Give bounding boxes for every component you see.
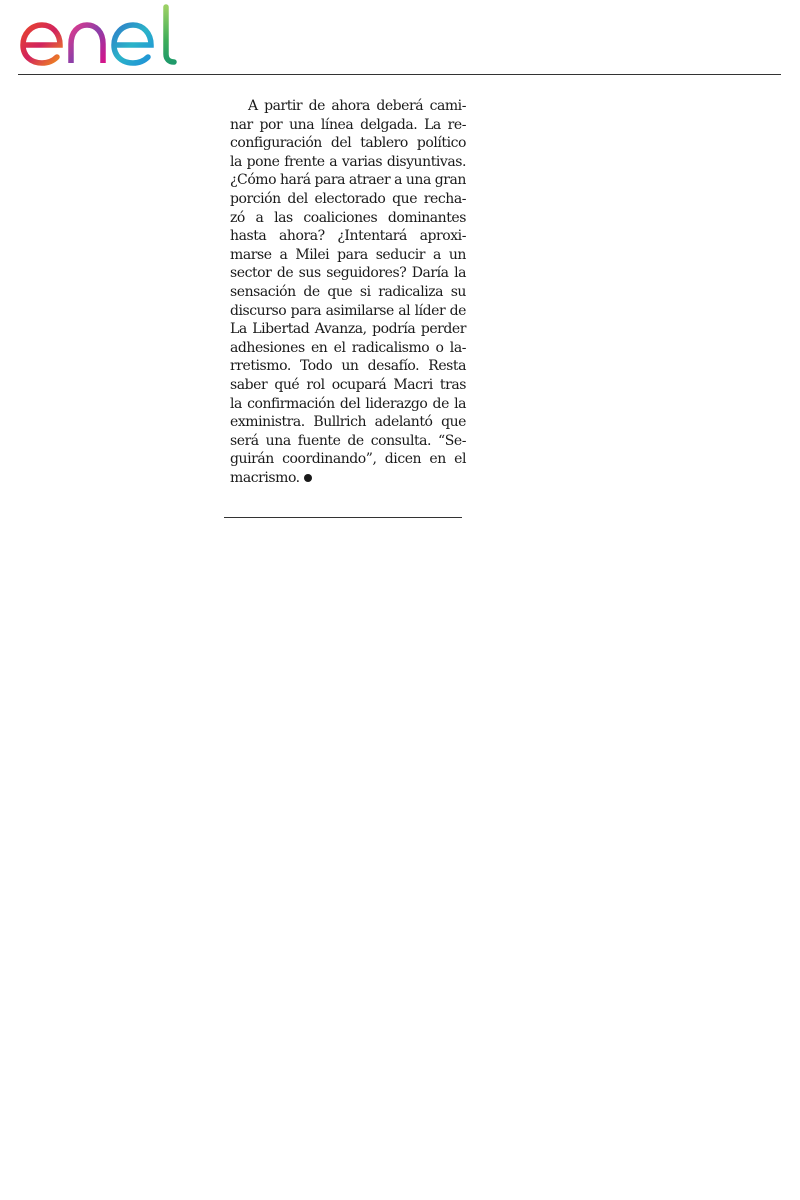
article-line: A partir de ahora deberá cami- <box>248 98 466 114</box>
article-line: la confirmación del liderazgo de la <box>230 395 466 412</box>
article-line: discurso para asimilarse al líder de <box>230 302 466 319</box>
article-last-line <box>230 469 466 488</box>
article-line: marse a Milei para seducir a un <box>230 246 466 263</box>
enel-logo <box>16 4 186 68</box>
article-line: nar por una línea delgada. La re- <box>230 116 466 133</box>
article-line: exministra. Bullrich adelantó que <box>230 414 466 431</box>
header-divider <box>18 74 781 75</box>
article-line: La Libertad Avanza, podría perder <box>230 321 466 338</box>
column-end-divider <box>224 517 462 518</box>
article-line: saber qué rol ocupará Macri tras <box>230 376 466 393</box>
article-line: zó a las coaliciones dominantes <box>230 209 466 226</box>
article-line: configuración del tablero político <box>230 135 466 152</box>
page-header <box>0 0 800 76</box>
article-line: será una fuente de consulta. “Se- <box>230 432 466 449</box>
article-line: guirán coordinando”, dicen en el <box>230 451 466 468</box>
article-line: porción del electorado que recha- <box>230 190 466 207</box>
article-line: rretismo. Todo un desafío. Resta <box>230 358 466 375</box>
article-line: sector de sus seguidores? Daría la <box>230 265 466 282</box>
article-line: hasta ahora? ¿Intentará aproxi- <box>230 228 466 245</box>
article-line: sensación de que si radicaliza su <box>230 283 466 300</box>
article-line: macrismo. <box>230 469 300 486</box>
end-of-article-bullet-icon <box>304 474 312 482</box>
article-line: ¿Cómo hará para atraer a una gran <box>230 172 466 189</box>
article-line: adhesiones en el radicalismo o la- <box>230 339 466 356</box>
article-column <box>230 97 466 487</box>
article-line: la pone frente a varias disyuntivas. <box>230 153 466 170</box>
